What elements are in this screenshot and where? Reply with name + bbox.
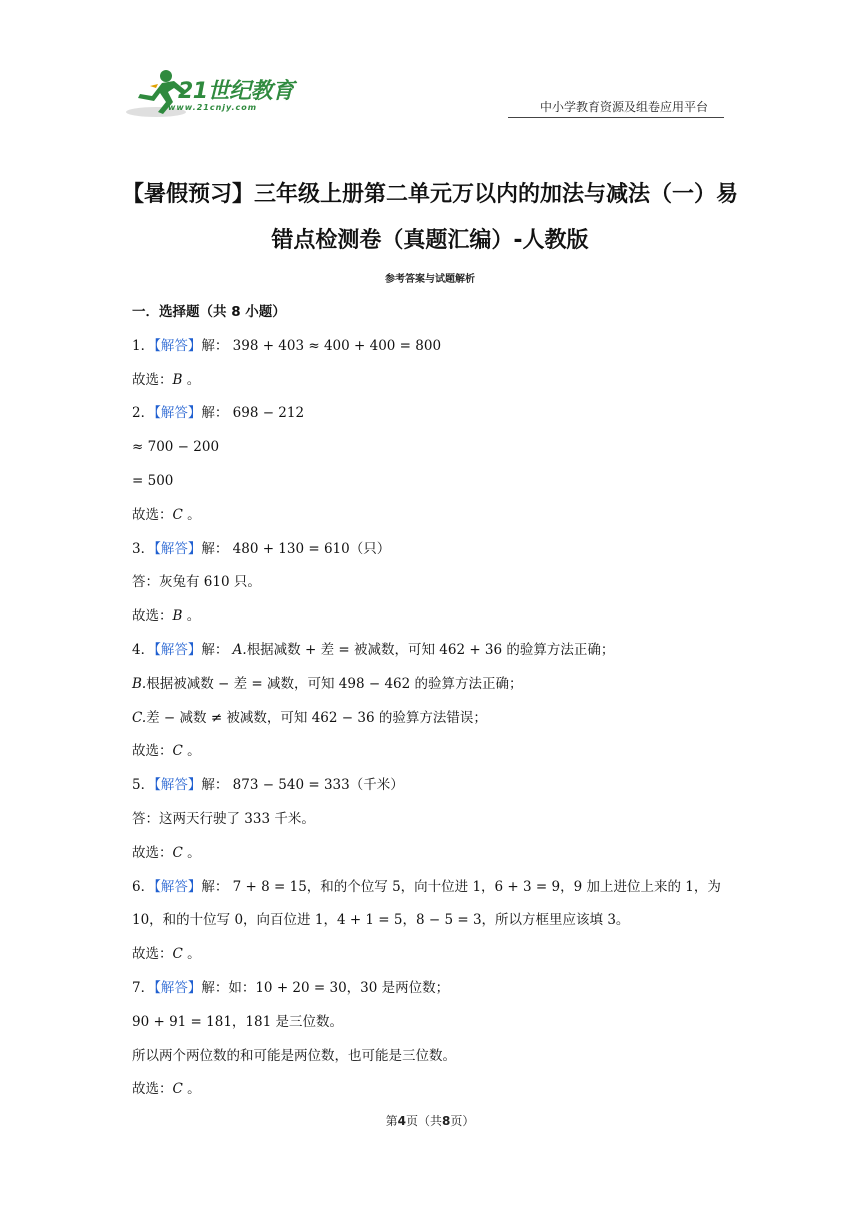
answer-tag: 【解答】 [154, 878, 202, 895]
q5-answer: 故选：C 。 [132, 844, 201, 861]
answer-tag: 【解答】 [154, 337, 202, 354]
q4-option-c: C.差 − 减数 ≠ 被减数，可知 462 − 36 的验算方法错误； [132, 709, 487, 726]
q7-example-2: 90 + 91 = 181，181 是三位数。 [132, 1013, 343, 1030]
q2-step-3: = 500 [132, 472, 174, 489]
platform-name: 中小学教育资源及组卷应用平台 [540, 100, 709, 114]
q5-line: 5．【解答】解： 873 − 540 = 333（千米） [132, 777, 404, 794]
logo-text: 21世纪教育 [178, 79, 294, 104]
page-footer: 第4页（共8页） [385, 1114, 475, 1128]
answer-tag: 【解答】 [154, 540, 202, 557]
q1-answer: 故选：B 。 [132, 371, 201, 388]
q4-option-b: B.根据被减数 − 差 = 减数，可知 498 − 462 的验算方法正确； [132, 675, 523, 692]
page-number: 4 [397, 1114, 406, 1128]
q1-line: 1．【解答】解： 398 + 403 ≈ 400 + 400 = 800 [132, 337, 442, 354]
title-line-2: 错点检测卷（真题汇编）-人教版 [271, 228, 589, 253]
answer-content [132, 296, 732, 1107]
q2-line: 2．【解答】解： 698 − 212 [132, 405, 305, 422]
q2-answer: 故选：C 。 [132, 506, 201, 523]
header-divider [508, 117, 724, 118]
q4-line: 4．【解答】解： A.根据减数 + 差 = 被减数，可知 462 + 36 的验算方法正确； [132, 641, 615, 658]
q7-line: 7．【解答】解：如：10 + 20 = 30，30 是两位数； [132, 979, 450, 996]
answer-tag: 【解答】 [154, 641, 202, 658]
page-header [0, 0, 860, 130]
q6-line: 6．【解答】解： 7 + 8 = 15，和的个位写 5，向十位进 1，6 + 3 = 9，9 加上进位上来的 1，为 [132, 878, 721, 895]
q4-answer: 故选：C 。 [132, 743, 201, 760]
q2-step-2: ≈ 700 − 200 [132, 439, 220, 456]
q7-conclusion: 所以两个两位数的和可能是两位数，也可能是三位数。 [132, 1047, 456, 1064]
q3-statement: 答：灰兔有 610 只。 [132, 574, 261, 591]
q3-line: 3．【解答】解： 480 + 130 = 610（只） [132, 540, 391, 557]
section-heading: 一．选择题（共 8 小题） [132, 304, 286, 320]
logo-url: www.21cnjy.com [168, 103, 258, 112]
answer-tag: 【解答】 [154, 777, 202, 794]
page-title [110, 172, 750, 264]
q5-statement: 答：这两天行驶了 333 千米。 [132, 810, 315, 827]
q6-answer: 故选：C 。 [132, 946, 201, 963]
answer-tag: 【解答】 [154, 979, 202, 996]
q3-answer: 故选：B 。 [132, 608, 201, 625]
answer-tag: 【解答】 [154, 405, 202, 422]
title-line-1: 【暑假预习】三年级上册第二单元万以内的加法与减法（一）易 [121, 182, 738, 207]
q7-answer: 故选：C 。 [132, 1081, 201, 1098]
q6-continuation: 10，和的十位写 0，向百位进 1，4 + 1 = 5，8 − 5 = 3，所以方框里应该填 3。 [132, 912, 630, 929]
page-total: 8 [442, 1114, 451, 1128]
page-subtitle: 参考答案与试题解析 [385, 274, 475, 285]
